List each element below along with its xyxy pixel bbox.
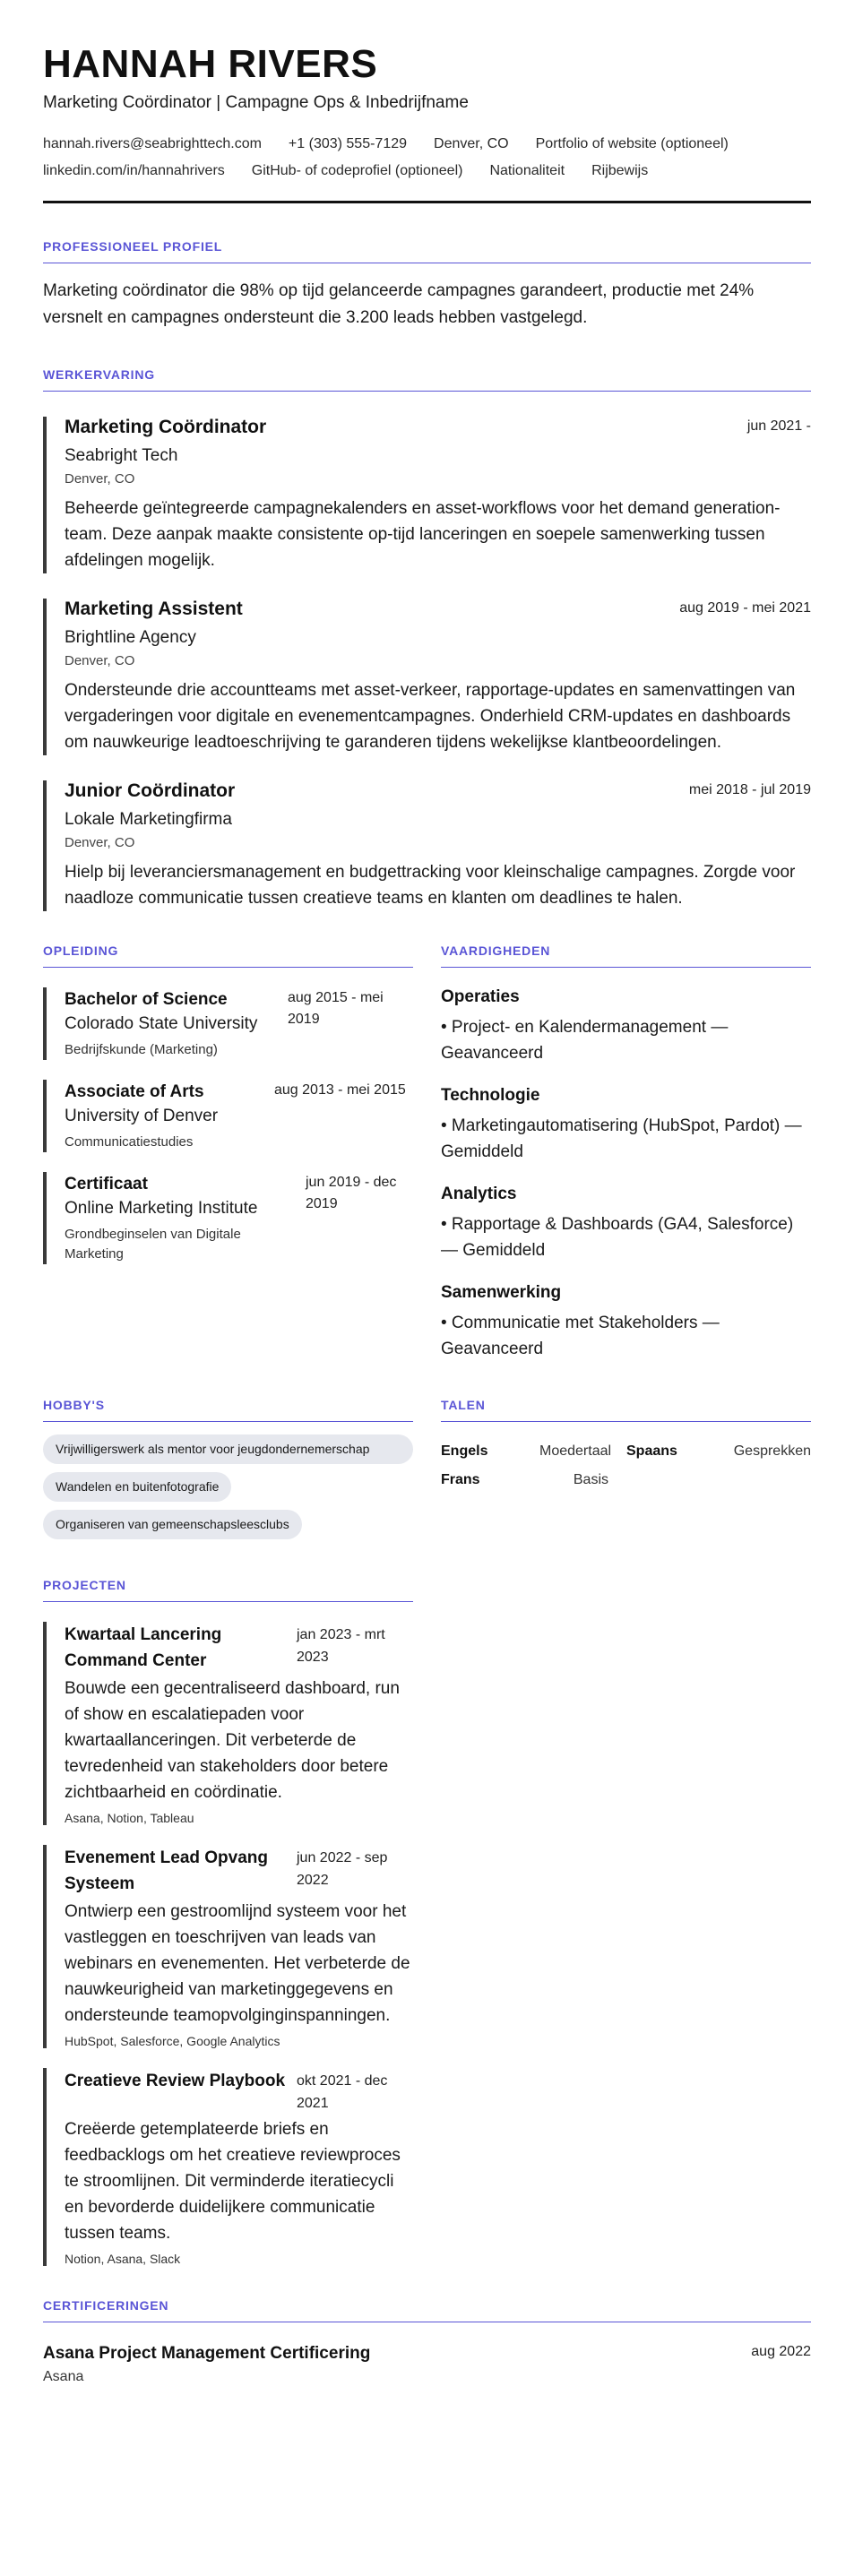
project-date: jan 2023 - mrt 2023 bbox=[297, 1627, 385, 1665]
language-name: Spaans bbox=[626, 1443, 677, 1459]
language-level: Gesprekken bbox=[733, 1443, 811, 1459]
contact-license: Rijbewijs bbox=[591, 163, 649, 178]
contact-linkedin: linkedin.com/in/hannahrivers bbox=[43, 163, 225, 178]
job-description: Ondersteunde drie accountteams met asset-verkeer, rapportage-updates en samenvattingen van vergaderingen voor digitale en evenementcampagnes. Onderhield CRM-updates en dashboards om nauwkeurige leadtoeschrijving te garanderen tijdens wekelijkse klantbeoordelingen. bbox=[65, 681, 796, 752]
job-location: Denver, CO bbox=[65, 835, 135, 850]
hobby-chip: Organiseren van gemeenschapsleesclubs bbox=[43, 1510, 302, 1539]
hobbies-languages-row bbox=[43, 1398, 811, 1547]
edu-date: aug 2015 - mei 2019 bbox=[288, 990, 384, 1027]
education-entry bbox=[43, 1080, 413, 1152]
profile-text: Marketing coördinator die 98% op tijd gelanceerde campagnes garandeert, productie met 24% versnelt en campagnes ondersteunt die 3.200 leads hebben vastgelegd. bbox=[43, 281, 755, 327]
experience-entry bbox=[43, 599, 811, 755]
contact-location: Denver, CO bbox=[434, 136, 509, 151]
project-entry bbox=[43, 2068, 413, 2266]
job-company: Brightline Agency bbox=[65, 628, 196, 647]
job-date: mei 2018 - jul 2019 bbox=[688, 782, 811, 797]
experience-title: WERKERVARING bbox=[43, 367, 811, 392]
project-description: Ontwierp een gestroomlijnd systeem voor het vastleggen en toeschrijven van leads van webinars en evenementen. Het verbeterde de nauwkeurigheid van marketinggegevens en ondersteunde teamopvolginginspanningen. bbox=[65, 1902, 410, 2025]
contact-github: GitHub- of codeprofiel (optioneel) bbox=[251, 163, 463, 178]
edu-school: University of Denver bbox=[65, 1107, 219, 1125]
edu-degree: Associate of Arts bbox=[65, 1082, 204, 1101]
header-divider bbox=[43, 201, 811, 203]
hobby-list bbox=[43, 1434, 413, 1547]
skill-category-name: Technologie bbox=[441, 1086, 540, 1105]
project-tools: Asana, Notion, Tableau bbox=[65, 1811, 194, 1825]
certification-entry bbox=[43, 2344, 811, 2385]
contact-nationality: Nationaliteit bbox=[489, 163, 565, 178]
skill-item: • Marketingautomatisering (HubSpot, Pardot) — Gemiddeld bbox=[441, 1116, 802, 1161]
language-name: Frans bbox=[441, 1472, 480, 1487]
project-date: jun 2022 - sep 2022 bbox=[297, 1850, 388, 1888]
edu-field: Grondbeginselen van Digitale Marketing bbox=[65, 1227, 241, 1262]
languages-title: TALEN bbox=[441, 1398, 811, 1422]
language-list bbox=[441, 1443, 811, 1488]
skill-category-name: Operaties bbox=[441, 987, 520, 1006]
job-title: Junior Coördinator bbox=[65, 780, 236, 801]
edu-school: Colorado State University bbox=[65, 1014, 258, 1033]
project-tools: Notion, Asana, Slack bbox=[65, 2252, 181, 2266]
project-entry bbox=[43, 1845, 413, 2048]
edu-school: Online Marketing Institute bbox=[65, 1199, 258, 1218]
certification-date: aug 2022 bbox=[751, 2344, 811, 2359]
language-level: Basis bbox=[573, 1472, 608, 1487]
project-title: Kwartaal Lancering Command Center bbox=[65, 1625, 222, 1670]
projects-title: PROJECTEN bbox=[43, 1578, 413, 1602]
job-date: jun 2021 - bbox=[746, 418, 811, 434]
hobbies-section bbox=[43, 1398, 413, 1547]
skills-title: VAARDIGHEDEN bbox=[441, 943, 811, 968]
job-company: Lokale Marketingfirma bbox=[65, 810, 232, 829]
job-date: aug 2019 - mei 2021 bbox=[679, 600, 811, 616]
project-title: Creatieve Review Playbook bbox=[65, 2072, 286, 2090]
job-title: Marketing Coördinator bbox=[65, 417, 267, 437]
education-skills-row bbox=[43, 943, 811, 1362]
hobbies-title: HOBBY'S bbox=[43, 1398, 413, 1422]
experience-entry bbox=[43, 780, 811, 911]
candidate-name: HANNAH RIVERS bbox=[43, 42, 378, 86]
edu-field: Bedrijfskunde (Marketing) bbox=[65, 1042, 218, 1057]
experience-entry bbox=[43, 417, 811, 573]
experience-section bbox=[43, 367, 811, 911]
project-title: Evenement Lead Opvang Systeem bbox=[65, 1848, 269, 1893]
job-location: Denver, CO bbox=[65, 653, 135, 668]
project-entry bbox=[43, 1622, 413, 1825]
languages-section bbox=[441, 1398, 811, 1547]
project-description: Bouwde een gecentraliseerd dashboard, run of show en escalatiepaden voor kwartaallanceringen. Dit verbeterde de tevredenheid van stakeholders door betere zichtbaarheid en coördinatie. bbox=[65, 1679, 400, 1802]
project-tools: HubSpot, Salesforce, Google Analytics bbox=[65, 2034, 280, 2048]
skill-category-name: Samenwerking bbox=[441, 1283, 562, 1302]
headline: Marketing Coördinator | Campagne Ops & Inbedrijfname bbox=[43, 93, 469, 112]
education-entry bbox=[43, 987, 413, 1060]
skill-category bbox=[441, 1283, 811, 1362]
resume-header bbox=[43, 41, 811, 203]
skill-category bbox=[441, 1185, 811, 1263]
hobby-chip: Vrijwilligerswerk als mentor voor jeugdondernemerschap bbox=[43, 1434, 413, 1464]
edu-date: aug 2013 - mei 2015 bbox=[274, 1082, 406, 1098]
language-name: Engels bbox=[441, 1443, 488, 1459]
job-location: Denver, CO bbox=[65, 471, 135, 487]
education-entry bbox=[43, 1172, 413, 1264]
certifications-title: CERTIFICERINGEN bbox=[43, 2298, 811, 2322]
certifications-section bbox=[43, 2298, 811, 2385]
projects-section bbox=[43, 1578, 413, 2266]
job-description: Hielp bij leveranciersmanagement en budgettracking voor kleinschalige campagnes. Zorgde voor naadloze communicatie tussen creatieve teams en klanten om deadlines te halen. bbox=[65, 863, 796, 908]
contact-portfolio: Portfolio of website (optioneel) bbox=[535, 136, 729, 151]
edu-date: jun 2019 - dec 2019 bbox=[306, 1175, 397, 1211]
education-title: OPLEIDING bbox=[43, 943, 413, 968]
edu-degree: Certificaat bbox=[65, 1175, 148, 1193]
project-description: Creëerde getemplateerde briefs en feedbacklogs om het creatieve reviewproces te stroomlijnen. Dit verminderde iteratiecycli en bevorderde duidelijkere communicatie tussen teams. bbox=[65, 2120, 401, 2243]
skill-category bbox=[441, 1086, 811, 1165]
job-company: Seabright Tech bbox=[65, 446, 178, 465]
edu-field: Communicatiestudies bbox=[65, 1134, 194, 1150]
skill-category-name: Analytics bbox=[441, 1185, 517, 1203]
contact-info bbox=[43, 136, 796, 179]
contact-phone: +1 (303) 555-7129 bbox=[288, 136, 408, 151]
language-level: Moedertaal bbox=[539, 1443, 612, 1459]
profile-section bbox=[43, 239, 811, 332]
skill-item: • Communicatie met Stakeholders — Geavanceerd bbox=[441, 1314, 720, 1358]
job-description: Beheerde geïntegreerde campagnekalenders en asset-workflows voor het demand generation-team. Deze aanpak maakte consistente op-tijd lanceringen en soepele samenwerking tussen afdelingen mogelijk. bbox=[65, 499, 781, 570]
contact-email: hannah.rivers@seabrighttech.com bbox=[43, 136, 262, 151]
job-title: Marketing Assistent bbox=[65, 599, 243, 619]
skill-item: • Project- en Kalendermanagement — Geavanceerd bbox=[441, 1018, 729, 1063]
certification-name: Asana Project Management Certificering bbox=[43, 2344, 371, 2363]
education-section bbox=[43, 943, 413, 1362]
skill-item: • Rapportage & Dashboards (GA4, Salesforce) — Gemiddeld bbox=[441, 1215, 794, 1260]
skill-category bbox=[441, 987, 811, 1066]
skills-section bbox=[441, 943, 811, 1362]
certification-org: Asana bbox=[43, 2369, 84, 2384]
profile-title: PROFESSIONEEL PROFIEL bbox=[43, 239, 811, 263]
project-date: okt 2021 - dec 2021 bbox=[297, 2073, 388, 2111]
edu-degree: Bachelor of Science bbox=[65, 990, 228, 1009]
hobby-chip: Wandelen en buitenfotografie bbox=[43, 1472, 231, 1502]
